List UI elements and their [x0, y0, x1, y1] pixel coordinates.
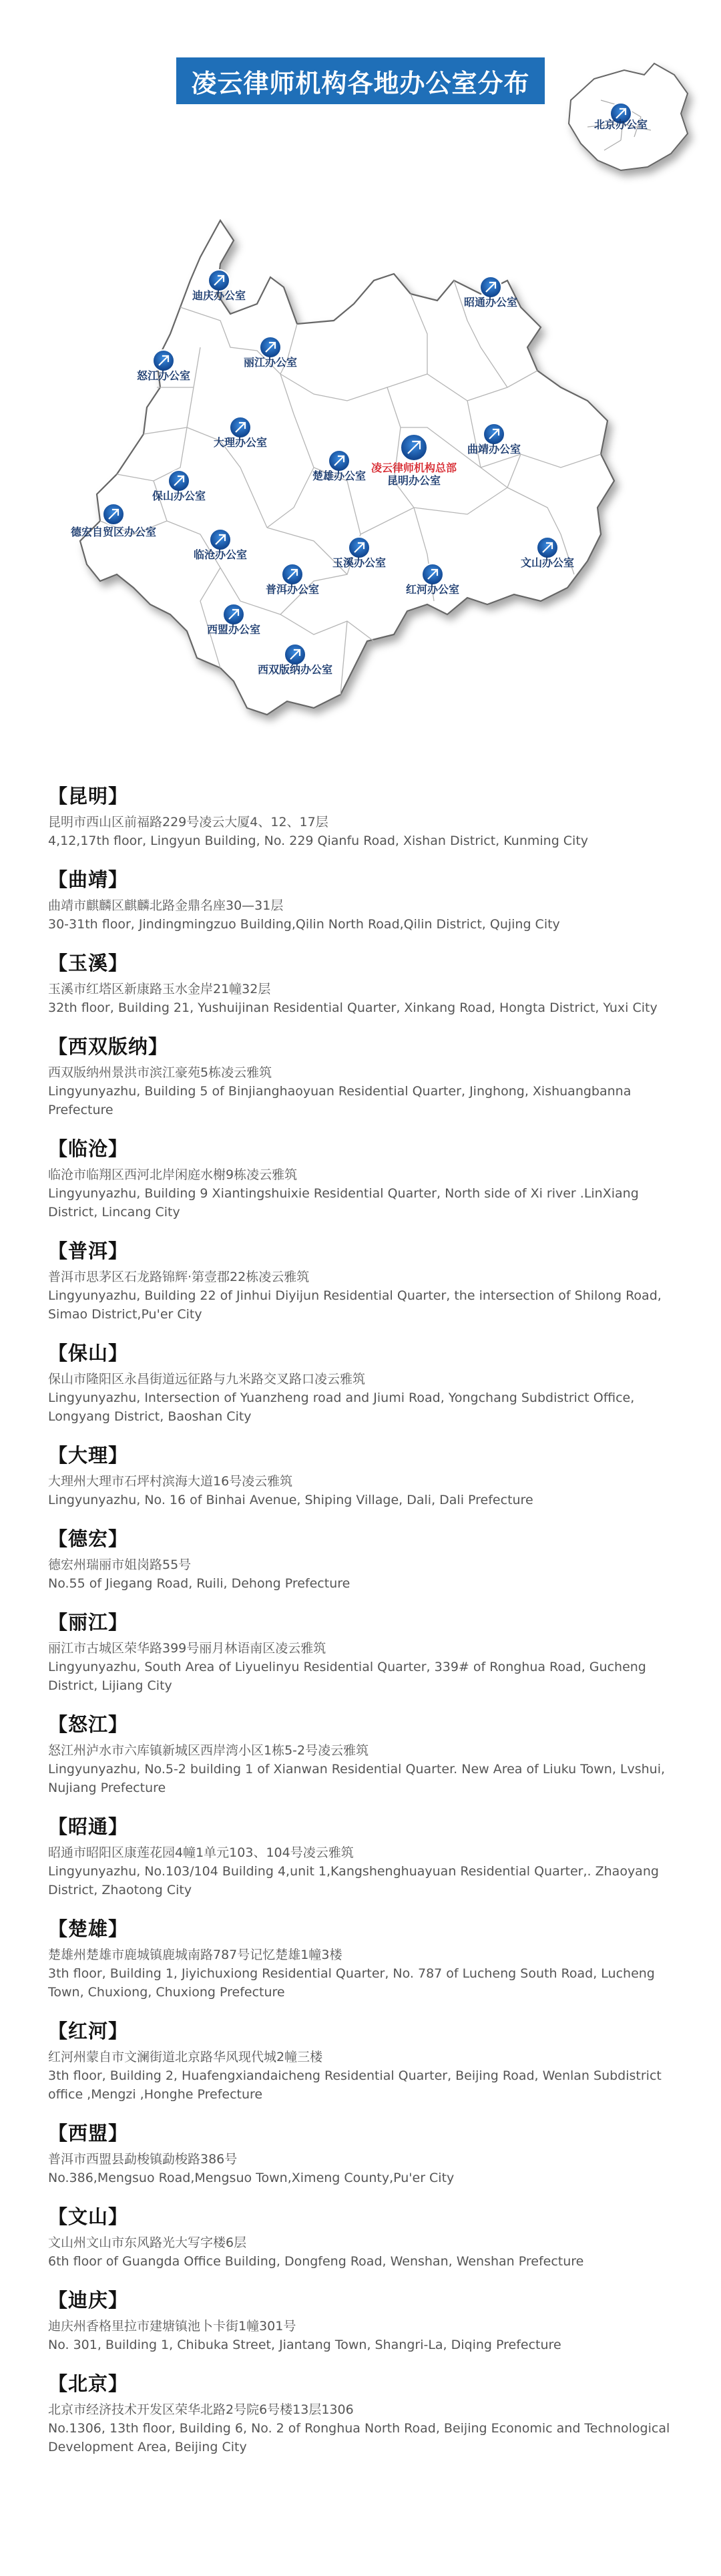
- office-entry: [48, 781, 689, 850]
- office-entry: [48, 1338, 689, 1426]
- office-address-line: Lingyunyazhu, No.103/104 Building 4,unit 1,Kangshenghuayuan Residential Quarter,. Zhaoyang District, Zhaotong City: [48, 1864, 659, 1897]
- office-address-line: 3th floor, Building 2, Huafengxiandaicheng Residential Quarter, Beijing Road, Wenlan Subdistrict office ,Mengzi ,Honghe Prefecture: [48, 2068, 662, 2102]
- office-address-line: Lingyunyazhu, Building 5 of Binjianghaoyuan Residential Quarter, Jinghong, Xishuangbanna Prefecture: [48, 1084, 632, 1117]
- marker-label: 丽江办公室: [243, 356, 298, 369]
- marker-label: 迪庆办公室: [192, 289, 246, 302]
- office-address-line: Lingyunyazhu, South Area of Liyuelinyu Residential Quarter, 339# of Ronghua Road, Gucheng District, Lijiang City: [48, 1660, 646, 1693]
- office-address-line: 昆明市西山区前福路229号凌云大厦4、12、17层: [48, 815, 328, 830]
- marker-label: 大理办公室: [213, 436, 268, 449]
- marker-label: 德宏自贸区办公室: [70, 526, 157, 538]
- office-city-heading: 【西盟】: [48, 2122, 129, 2145]
- office-address-line: No. 301, Building 1, Chibuka Street, Jiantang Town, Shangri-La, Diqing Prefecture: [48, 2338, 561, 2352]
- office-address-line: 文山州文山市东风路光大写字楼6层: [48, 2235, 247, 2250]
- office-address-line: 丽江市古城区荣华路399号丽月林语南区凌云雅筑: [48, 1641, 326, 1656]
- office-address-line: 普洱市西盟县勐梭镇勐梭路386号: [48, 2152, 238, 2167]
- yunnan-office-map: [0, 60, 721, 768]
- office-address-line: Lingyunyazhu, No.5-2 building 1 of Xianwan Residential Quarter. New Area of Liuku Town, Lvshui, Nujiang Prefecture: [48, 1762, 666, 1795]
- marker-label: 西双版纳办公室: [257, 663, 333, 676]
- office-city-heading: 【怒江】: [48, 1713, 129, 1736]
- marker-label: 红河办公室: [405, 583, 460, 596]
- marker-label: 昭通办公室: [463, 296, 518, 309]
- marker-label: 怒江办公室: [136, 369, 191, 382]
- office-entry: [48, 1524, 689, 1593]
- office-entry: [48, 1812, 689, 1899]
- office-city-heading: 【大理】: [48, 1444, 129, 1467]
- marker-label: 玉溪办公室: [332, 556, 387, 569]
- office-entry: [48, 2285, 689, 2354]
- office-city-heading: 【普洱】: [48, 1240, 129, 1262]
- office-address-line: Lingyunyazhu, No. 16 of Binhai Avenue, Shiping Village, Dali, Dali Prefecture: [48, 1493, 533, 1507]
- office-entry: [48, 2016, 689, 2104]
- marker-label: 昆明办公室: [387, 474, 441, 487]
- marker-label: 普洱办公室: [265, 583, 320, 596]
- office-entry: [48, 1608, 689, 1695]
- office-address-line: 迪庆州香格里拉市建塘镇池卜卡街1幢301号: [48, 2319, 296, 2334]
- office-address-line: 昭通市昭阳区康莲花园4幢1单元103、104号凌云雅筑: [48, 1845, 354, 1860]
- office-city-heading: 【玉溪】: [48, 952, 129, 974]
- marker-label: 保山办公室: [152, 490, 206, 502]
- office-address-line: 楚雄州楚雄市鹿城镇鹿城南路787号记忆楚雄1幢3楼: [48, 1948, 342, 1962]
- office-entry: [48, 1236, 689, 1324]
- office-entry: [48, 1032, 689, 1119]
- office-city-heading: 【丽江】: [48, 1611, 129, 1634]
- office-entry: [48, 1710, 689, 1797]
- office-address-line: 4,12,17th floor, Lingyun Building, No. 229 Qianfu Road, Xishan District, Kunming City: [48, 834, 589, 848]
- marker-label: 文山办公室: [520, 556, 575, 569]
- office-address-line: 临沧市临翔区西河北岸闲庭水榭9栋凌云雅筑: [48, 1167, 298, 1182]
- office-entry: [48, 2369, 689, 2456]
- office-address-line: 德宏州瑞丽市姐岗路55号: [48, 1557, 192, 1572]
- office-entry: [48, 1441, 689, 1509]
- office-address-line: Lingyunyazhu, Intersection of Yuanzheng road and Jiumi Road, Yongchang Subdistrict Office, Longyang District, Baoshan City: [48, 1391, 635, 1424]
- office-address-line: 西双版纳州景洪市滨江豪苑5栋凌云雅筑: [48, 1065, 272, 1080]
- office-city-heading: 【迪庆】: [48, 2289, 129, 2312]
- office-city-heading: 【红河】: [48, 2020, 129, 2042]
- office-entry: [48, 1134, 689, 1222]
- office-city-heading: 【昆明】: [48, 785, 129, 807]
- office-address-line: 30-31th floor, Jindingmingzuo Building,Qilin North Road,Qilin District, Qujing City: [48, 917, 560, 932]
- office-address-line: No.55 of Jiegang Road, Ruili, Dehong Prefecture: [48, 1576, 350, 1591]
- office-address-line: 曲靖市麒麟区麒麟北路金鼎名座30—31层: [48, 898, 284, 913]
- page-title: 凌云律师机构各地办公室分布: [176, 57, 545, 104]
- office-address-line: 32th floor, Building 21, Yushuijinan Residential Quarter, Xinkang Road, Hongta District, Yuxi City: [48, 1000, 658, 1015]
- office-address-line: 普洱市思茅区石龙路锦辉·第壹郡22栋凌云雅筑: [48, 1270, 310, 1284]
- office-city-heading: 【保山】: [48, 1342, 129, 1364]
- office-city-heading: 【北京】: [48, 2372, 129, 2395]
- office-address-line: 保山市隆阳区永昌街道远征路与九米路交叉路口凌云雅筑: [48, 1372, 366, 1387]
- office-address-line: 3th floor, Building 1, Jiyichuxiong Residential Quarter, No. 787 of Lucheng South Road, Lucheng Town, Chuxiong, Chuxiong Prefecture: [48, 1966, 655, 2000]
- office-list: [48, 781, 689, 2471]
- office-address-line: 玉溪市红塔区新康路玉水金岸21幢32层: [48, 982, 271, 996]
- marker-label: 临沧办公室: [193, 548, 248, 561]
- office-entry: [48, 948, 689, 1017]
- office-city-heading: 【文山】: [48, 2205, 129, 2228]
- office-address-line: No.386,Mengsuo Road,Mengsuo Town,Ximeng County,Pu'er City: [48, 2171, 455, 2185]
- office-address-line: 6th floor of Guangda Office Building, Dongfeng Road, Wenshan, Wenshan Prefecture: [48, 2254, 584, 2269]
- marker-label: 西盟办公室: [206, 623, 261, 636]
- office-address-line: 大理州大理市石坪村滨海大道16号凌云雅筑: [48, 1474, 293, 1489]
- office-address-line: 北京市经济技术开发区荣华北路2号院6号楼13层1306: [48, 2402, 354, 2417]
- office-address-line: 怒江州泸水市六库镇新城区西岸湾小区1栋5-2号凌云雅筑: [48, 1743, 369, 1758]
- office-entry: [48, 865, 689, 934]
- office-entry: [48, 1914, 689, 2002]
- office-city-heading: 【楚雄】: [48, 1917, 129, 1940]
- office-address-line: Lingyunyazhu, Building 22 of Jinhui Diyijun Residential Quarter, the intersection of Shilong Road, Simao District,Pu'er City: [48, 1288, 662, 1322]
- office-city-heading: 【临沧】: [48, 1137, 129, 1160]
- office-address-line: 红河州蒙自市文澜街道北京路华风现代城2幢三楼: [48, 2050, 323, 2064]
- office-address-line: Lingyunyazhu, Building 9 Xiantingshuixie Residential Quarter, North side of Xi river .LinXiang District, Lincang City: [48, 1186, 639, 1220]
- office-entry: [48, 2119, 689, 2187]
- office-city-heading: 【西双版纳】: [48, 1035, 169, 1058]
- marker-label: 曲靖办公室: [467, 443, 521, 455]
- office-city-heading: 【德宏】: [48, 1527, 129, 1550]
- office-entry: [48, 2202, 689, 2271]
- marker-label: 楚雄办公室: [312, 470, 367, 482]
- office-address-line: No.1306, 13th floor, Building 6, No. 2 of Ronghua North Road, Beijing Economic and Technological Development Area, Beijing City: [48, 2421, 670, 2454]
- office-city-heading: 【曲靖】: [48, 868, 129, 891]
- marker-label: 北京办公室: [593, 118, 648, 131]
- marker-label: 凌云律师机构总部: [371, 462, 457, 474]
- office-city-heading: 【昭通】: [48, 1815, 129, 1838]
